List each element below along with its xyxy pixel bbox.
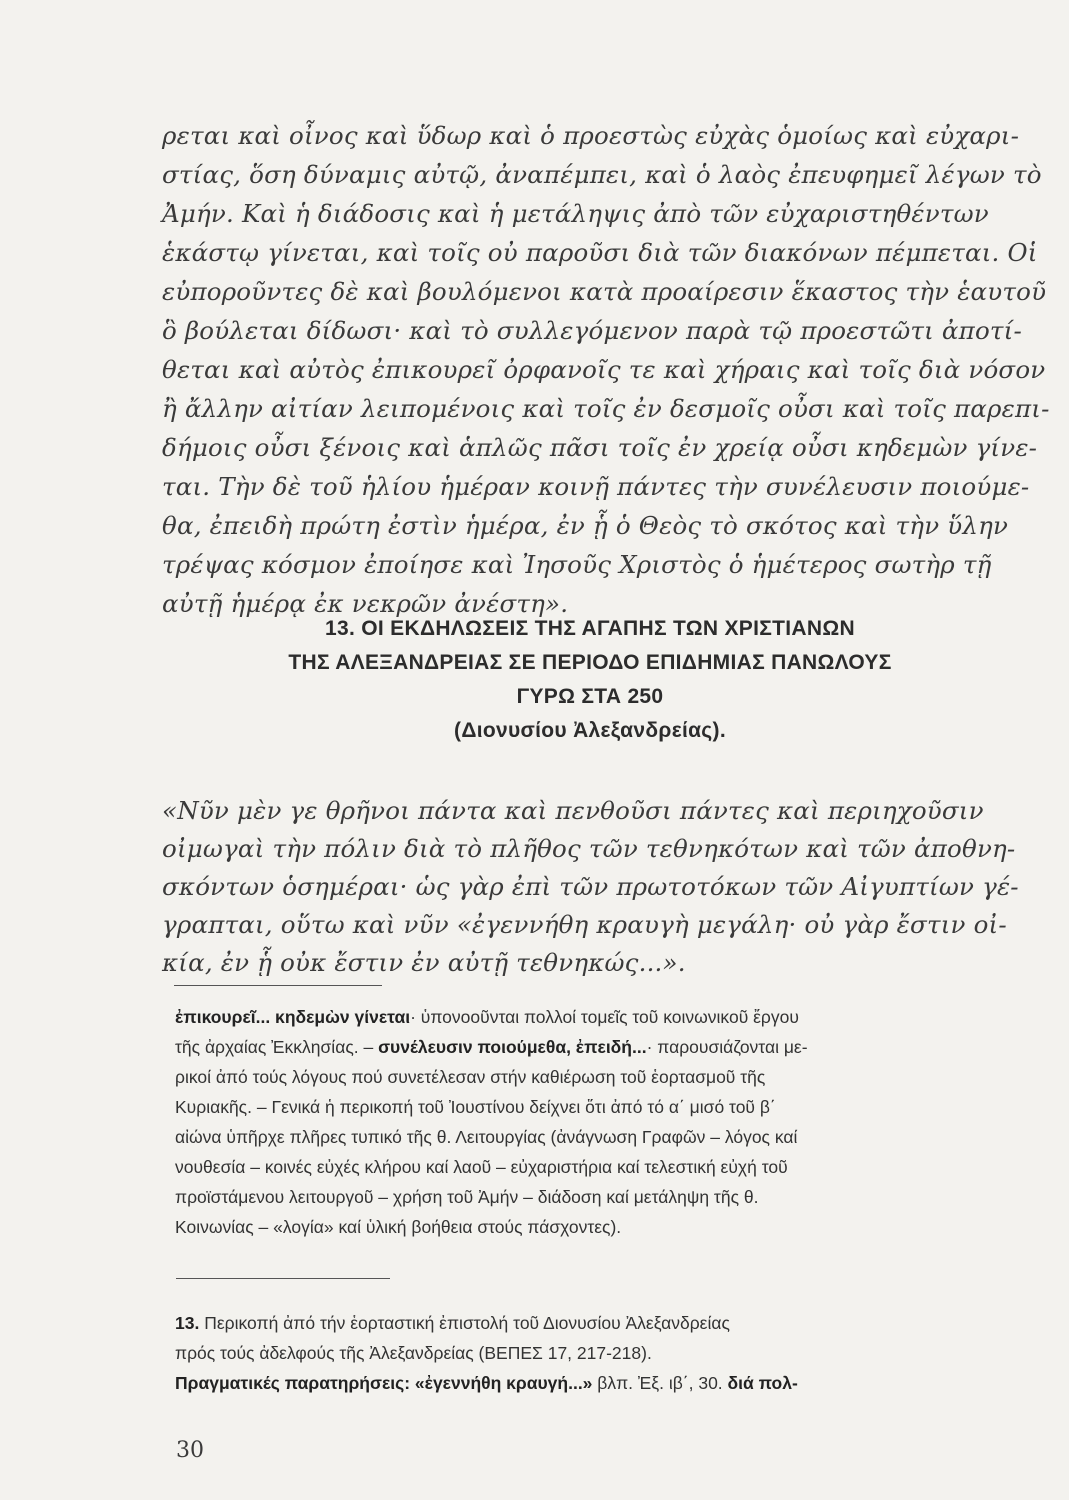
footnote-line	[175, 1002, 1035, 1032]
passage-line: θα, ἐπειδὴ πρώτη ἐστὶν ἡμέρα, ἐν ᾗ ὁ Θεὸς τὸ σκότος καὶ τὴν ὕλην	[162, 511, 1009, 540]
footnote-divider	[174, 985, 382, 986]
main-passage	[162, 116, 1050, 623]
passage-line: ἑκάστῳ γίνεται, καὶ τοῖς οὐ παροῦσι διὰ τῶν διακόνων πέμπεται. Οἱ	[162, 238, 1038, 267]
source-lemma: Πραγματικές παρατηρήσεις: «ἐγεννήθη κραυγή...»	[175, 1373, 593, 1393]
footnote-text: · παρουσιάζονται με-	[646, 1037, 808, 1057]
source-divider	[176, 1278, 390, 1279]
footnote-line: Κυριακῆς. – Γενικά ἡ περικοπή τοῦ Ἰουστίνου δείχνει ὅτι ἀπό τό α΄ μισό τοῦ β΄	[175, 1097, 776, 1117]
passage-line: ται. Τὴν δὲ τοῦ ἡλίου ἡμέραν κοινῇ πάντες τὴν συνέλευσιν ποιούμε-	[162, 472, 1030, 501]
footnote-line: Κοινωνίας – «λογία» καί ὑλική βοήθεια στούς πάσχοντες).	[175, 1217, 622, 1237]
passage-line: στίας, ὅση δύναμις αὐτῷ, ἀναπέμπει, καὶ ὁ λαὸς ἐπευφημεῖ λέγων τὸ	[162, 160, 1042, 189]
passage-line: ὃ βούλεται δίδωσι· καὶ τὸ συλλεγόμενον παρὰ τῷ προεστῶτι ἀποτί-	[162, 316, 1022, 345]
passage-line: τρέψας κόσμον ἐποίησε καὶ Ἰησοῦς Χριστὸς ὁ ἡμέτερος σωτὴρ τῇ	[162, 550, 992, 579]
passage-line: εὐποροῦντες δὲ καὶ βουλόμενοι κατὰ προαίρεσιν ἕκαστος τὴν ἑαυτοῦ	[162, 277, 1047, 306]
heading-line: 13. ΟΙ ΕΚΔΗΛΩΣΕΙΣ ΤΗΣ ΑΓΑΠΗΣ ΤΩΝ ΧΡΙΣΤΙΑΝΩΝ	[325, 617, 855, 640]
source-text: βλπ. Ἐξ. ιβ΄, 30.	[592, 1373, 728, 1393]
section-heading	[160, 612, 1020, 748]
footnote-line: αἰώνα ὑπῆρχε πλῆρες τυπικό τῆς θ. Λειτουργίας (ἀνάγνωση Γραφῶν – λόγος καί	[175, 1127, 798, 1147]
passage-line: Ἀμήν. Καὶ ἡ διάδοσις καὶ ἡ μετάληψις ἀπὸ τῶν εὐχαριστηθέντων	[162, 199, 989, 228]
quote-line: «Νῦν μὲν γε θρῆνοι πάντα καὶ πενθοῦσι πάντες καὶ περιηχοῦσιν	[162, 796, 984, 825]
footnote-text: τῆς ἀρχαίας Ἐκκλησίας. –	[175, 1037, 379, 1057]
heading-line: ΓΥΡΩ ΣΤΑ 250	[516, 685, 664, 708]
footnote-line	[175, 1032, 1035, 1062]
heading-author: (Διονυσίου Ἀλεξανδρείας).	[454, 719, 726, 742]
page-number: 30	[176, 1438, 204, 1463]
source-text: Περικοπή ἀπό τήν ἑορταστική ἐπιστολή τοῦ Διονυσίου Ἀλεξανδρείας	[199, 1313, 730, 1333]
footnote-text: · ὑπονοοῦνται πολλοί τομεῖς τοῦ κοινωνικοῦ ἔργου	[410, 1007, 799, 1027]
passage-line: δήμοις οὖσι ξένοις καὶ ἁπλῶς πᾶσι τοῖς ἐν χρείᾳ οὖσι κηδεμὼν γίνε-	[162, 433, 1038, 462]
heading-line: ΤΗΣ ΑΛΕΞΑΝΔΡΕΙΑΣ ΣΕ ΠΕΡΙΟΔΟ ΕΠΙΔΗΜΙΑΣ ΠΑΝΩΛΟΥΣ	[288, 651, 892, 674]
source-lemma: διά πολ-	[727, 1373, 798, 1393]
quote-line: κία, ἐν ᾗ οὐκ ἔστιν ἐν αὐτῇ τεθνηκώς...».	[162, 948, 686, 977]
footnote-lemma: ἐπικουρεῖ... κηδεμὼν γίνεται	[175, 1007, 411, 1027]
source-line	[175, 1308, 1035, 1338]
quote-line: οἰμωγαὶ τὴν πόλιν διὰ τὸ πλῆθος τῶν τεθνηκότων καὶ τῶν ἀποθνη-	[162, 834, 1016, 863]
passage-line: ἢ ἄλλην αἰτίαν λειπομένοις καὶ τοῖς ἐν δεσμοῖς οὖσι καὶ τοῖς παρεπι-	[162, 394, 1050, 423]
quote-line: γραπται, οὕτω καὶ νῦν «ἐγεννήθη κραυγὴ μεγάλη· οὐ γὰρ ἔστιν οἰ-	[162, 910, 1007, 939]
source-line: πρός τούς ἀδελφούς τῆς Ἀλεξανδρείας (ΒΕΠΕΣ 17, 217-218).	[175, 1343, 652, 1363]
footnote	[175, 1002, 1035, 1242]
quote-passage	[162, 792, 1022, 982]
passage-line: θεται καὶ αὐτὸς ἐπικουρεῖ ὀρφανοῖς τε καὶ χήραις καὶ τοῖς διὰ νόσον	[162, 355, 1046, 384]
footnote-line: νουθεσία – κοινές εὐχές κλήρου καί λαοῦ – εὐχαριστήρια καί τελεστική εὐχή τοῦ	[175, 1157, 788, 1177]
quote-line: σκόντων ὁσημέραι· ὡς γὰρ ἐπὶ τῶν πρωτοτόκων τῶν Αἰγυπτίων γέ-	[162, 872, 1019, 901]
footnote-lemma: συνέλευσιν ποιούμεθα, ἐπειδή...	[378, 1037, 647, 1057]
passage-line: ρεται καὶ οἶνος καὶ ὕδωρ καὶ ὁ προεστὼς εὐχὰς ὁμοίως καὶ εὐχαρι-	[162, 121, 1020, 150]
footnote-line: προϊστάμενου λειτουργοῦ – χρήση τοῦ Ἀμήν – διάδοση καί μετάληψη τῆς θ.	[175, 1187, 759, 1207]
source-line	[175, 1368, 1035, 1398]
source-note	[175, 1308, 1035, 1398]
footnote-line: ρικοί ἀπό τούς λόγους πού συνετέλεσαν στήν καθιέρωση τοῦ ἑορτασμοῦ τῆς	[175, 1067, 766, 1087]
source-number: 13.	[175, 1313, 200, 1333]
passage-line: αὐτῇ ἡμέρᾳ ἐκ νεκρῶν ἀνέστη».	[162, 589, 569, 618]
